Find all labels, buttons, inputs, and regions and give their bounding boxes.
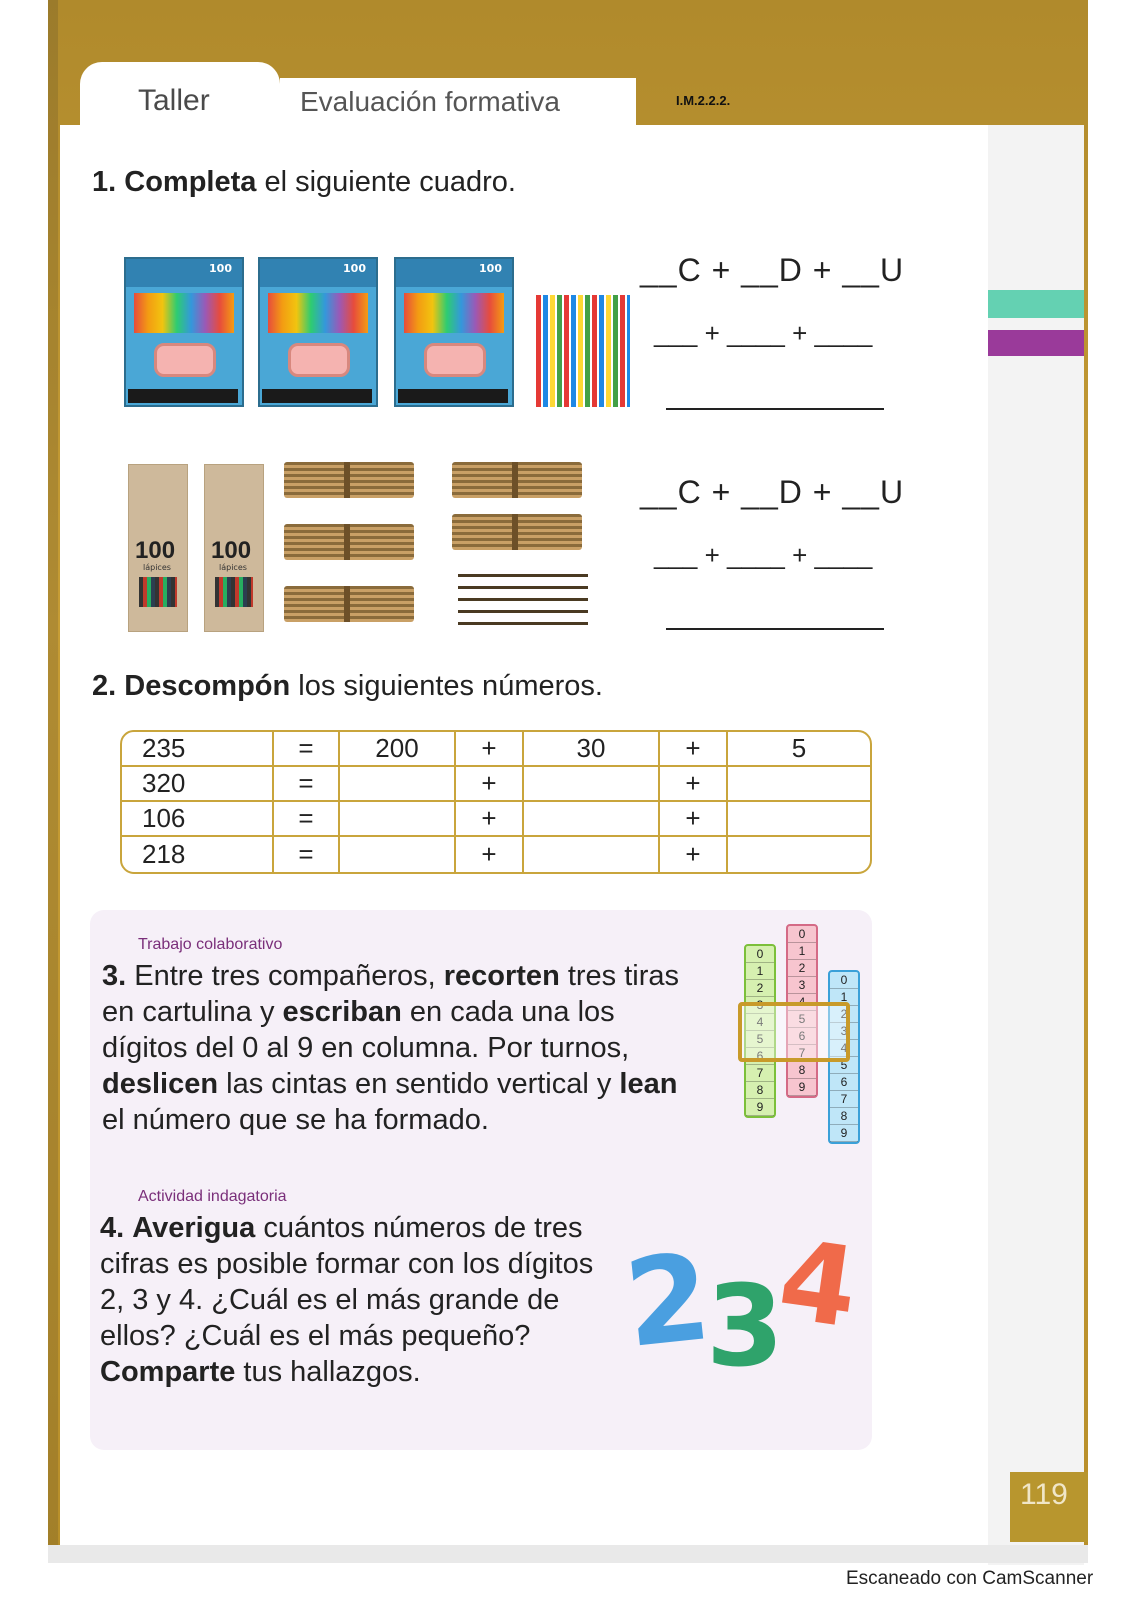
q2-title	[92, 670, 603, 703]
strip-digit: 1	[788, 943, 816, 960]
strip-digit: 4	[746, 1014, 774, 1031]
strip-digit: 2	[746, 980, 774, 997]
hundreds-cell[interactable]	[340, 837, 456, 872]
strip-digit: 6	[788, 1028, 816, 1045]
q3-text: en cada una los dígitos del 0 al 9 en columna. Por turnos,	[102, 996, 630, 1064]
scanner-watermark: Escaneado con CamScanner	[846, 1568, 1094, 1589]
plus-cell: +	[660, 802, 728, 837]
q3-bold-lean: lean	[619, 1068, 678, 1100]
strip-digit: 3	[746, 997, 774, 1014]
tens-cell[interactable]	[524, 837, 660, 872]
table-row	[122, 802, 870, 837]
q3-bold-deslicen: deslicen	[102, 1068, 219, 1100]
plus-cell: +	[456, 802, 524, 837]
pencil-box-100-c	[394, 257, 514, 407]
curriculum-code: I.M.2.2.2.	[676, 93, 731, 108]
tab-taller-label: Taller	[138, 84, 210, 117]
number-cell: 320	[122, 767, 274, 802]
q1-row1-cdu: __C + __D + __U	[640, 252, 905, 288]
number-cell: 106	[122, 802, 274, 837]
equals-cell: =	[274, 837, 340, 872]
pencil-bundle-10	[452, 514, 582, 550]
page-edge-shadow	[48, 0, 58, 1560]
plus-cell: +	[456, 732, 524, 767]
q1-rest: el siguiente cuadro.	[256, 166, 516, 198]
q4-text: tus hallazgos.	[235, 1356, 421, 1388]
hundreds-cell[interactable]	[340, 802, 456, 837]
q1-row2-result-line	[666, 628, 884, 630]
kraft-sublabel: lápices	[143, 563, 171, 572]
q1-row2-cdu: __C + __D + __U	[640, 474, 905, 510]
q2-number: 2.	[92, 670, 117, 702]
strip-digit: 0	[788, 926, 816, 943]
box-label: 100	[479, 262, 502, 275]
strip-digit: 4	[830, 1040, 858, 1057]
tens-cell[interactable]	[524, 767, 660, 802]
kraft-label: 100	[135, 537, 176, 564]
q4-number: 4.	[100, 1212, 125, 1244]
equals-cell: =	[274, 802, 340, 837]
table-row	[122, 732, 870, 767]
tab-evaluacion	[280, 78, 636, 128]
q1-row1-result-line	[666, 408, 884, 410]
pencil-bundle-10	[284, 462, 414, 498]
q1-title	[92, 166, 516, 199]
strip-digit: 3	[830, 1023, 858, 1040]
plus-cell: +	[660, 732, 728, 767]
table-row	[122, 837, 870, 872]
q4-bold-comparte: Comparte	[100, 1356, 236, 1388]
strip-digit: 1	[830, 989, 858, 1006]
box-label: 100	[343, 262, 366, 275]
single-pencil	[458, 598, 588, 601]
q3-text: las cintas en sentido vertical y	[218, 1068, 620, 1100]
purple-stripe	[988, 330, 1084, 356]
strip-digit: 0	[746, 946, 774, 963]
units-cell[interactable]: 5	[728, 732, 870, 767]
q3-number: 3.	[102, 960, 127, 992]
q3-bold-escriban: escriban	[282, 996, 402, 1028]
strip-digit: 7	[746, 1065, 774, 1082]
strip-digit: 7	[788, 1045, 816, 1062]
equals-cell: =	[274, 732, 340, 767]
q2-rest: los siguientes números.	[290, 670, 603, 702]
kraft-box-100-b	[204, 464, 264, 632]
q3-text: tres tiras en cartulina y	[102, 960, 680, 1028]
plus-cell: +	[456, 767, 524, 802]
strip-digit: 8	[830, 1108, 858, 1125]
q4-bold-averigua: Averigua	[132, 1212, 256, 1244]
kraft-box-100-a	[128, 464, 188, 632]
q2-bold: Descompón	[124, 670, 291, 702]
q1-bold: Completa	[124, 166, 257, 198]
units-cell[interactable]	[728, 767, 870, 802]
q1-row1-sum: ___ + ____ + ____	[654, 318, 873, 348]
q4-paragraph	[100, 1210, 598, 1390]
decomposition-table	[120, 730, 872, 874]
strip-digit: 4	[788, 994, 816, 1011]
strip-digit: 1	[746, 963, 774, 980]
units-cell[interactable]	[728, 837, 870, 872]
strip-reading-frame	[738, 1002, 850, 1062]
equals-cell: =	[274, 767, 340, 802]
strip-digit: 5	[788, 1011, 816, 1028]
q3-paragraph	[102, 958, 702, 1138]
strip-digit: 8	[788, 1062, 816, 1079]
strip-digit: 5	[830, 1057, 858, 1074]
plus-cell: +	[456, 837, 524, 872]
kraft-label: 100	[211, 537, 252, 564]
strip-digit: 0	[830, 972, 858, 989]
tab-evaluacion-label: Evaluación formativa	[300, 86, 560, 117]
page-number-badge	[1010, 1472, 1088, 1542]
q4-tag: Actividad indagatoria	[138, 1188, 287, 1205]
pencil-bundle-10	[452, 462, 582, 498]
plus-cell: +	[660, 767, 728, 802]
tens-cell[interactable]: 30	[524, 732, 660, 767]
strip-digit: 6	[830, 1074, 858, 1091]
strip-digit: 7	[830, 1091, 858, 1108]
strip-digit: 3	[788, 977, 816, 994]
q4-text: cuántos números de tres cifras es posible formar con los dígitos 2, 3 y 4. ¿Cuál es el más grande de ellos? ¿Cuál es el más pequeño?	[100, 1212, 594, 1352]
strip-digit: 9	[830, 1125, 858, 1142]
q3-text: el número que se ha formado.	[102, 1104, 489, 1136]
strip-digit: 2	[830, 1006, 858, 1023]
number-cell: 235	[122, 732, 274, 767]
loose-colored-pencils	[536, 295, 630, 407]
green-stripe	[988, 290, 1084, 318]
strip-digit: 9	[788, 1079, 816, 1096]
plus-cell: +	[660, 837, 728, 872]
strip-digit: 6	[746, 1048, 774, 1065]
single-pencil	[458, 610, 588, 613]
kraft-sublabel: lápices	[219, 563, 247, 572]
q3-tag: Trabajo colaborativo	[138, 936, 283, 953]
box-label: 100	[209, 262, 232, 275]
units-cell[interactable]	[728, 802, 870, 837]
bottom-shadow	[48, 1545, 1088, 1563]
strip-digit: 8	[746, 1082, 774, 1099]
single-pencil	[458, 586, 588, 589]
hundreds-cell[interactable]: 200	[340, 732, 456, 767]
decorative-digit-three: 3	[706, 1262, 784, 1392]
pencil-bundle-10	[284, 524, 414, 560]
pencil-box-100-b	[258, 257, 378, 407]
pencil-bundle-10	[284, 586, 414, 622]
strip-digit: 9	[746, 1099, 774, 1116]
decorative-digit-two: 2	[618, 1228, 717, 1375]
strip-digit: 5	[746, 1031, 774, 1048]
tab-taller	[80, 62, 280, 132]
hundreds-cell[interactable]	[340, 767, 456, 802]
q3-bold-recorten: recorten	[443, 960, 560, 992]
q1-number: 1.	[92, 166, 117, 198]
number-cell: 218	[122, 837, 274, 872]
q1-row2-sum: ___ + ____ + ____	[654, 540, 873, 570]
strip-digit: 2	[788, 960, 816, 977]
page-number: 119	[1020, 1478, 1068, 1511]
q3-text: Entre tres compañeros,	[134, 960, 444, 992]
decorative-digit-four: 4	[771, 1215, 866, 1353]
single-pencil	[458, 622, 588, 625]
tens-cell[interactable]	[524, 802, 660, 837]
pencil-box-100-a	[124, 257, 244, 407]
single-pencil	[458, 574, 588, 577]
table-row	[122, 767, 870, 802]
